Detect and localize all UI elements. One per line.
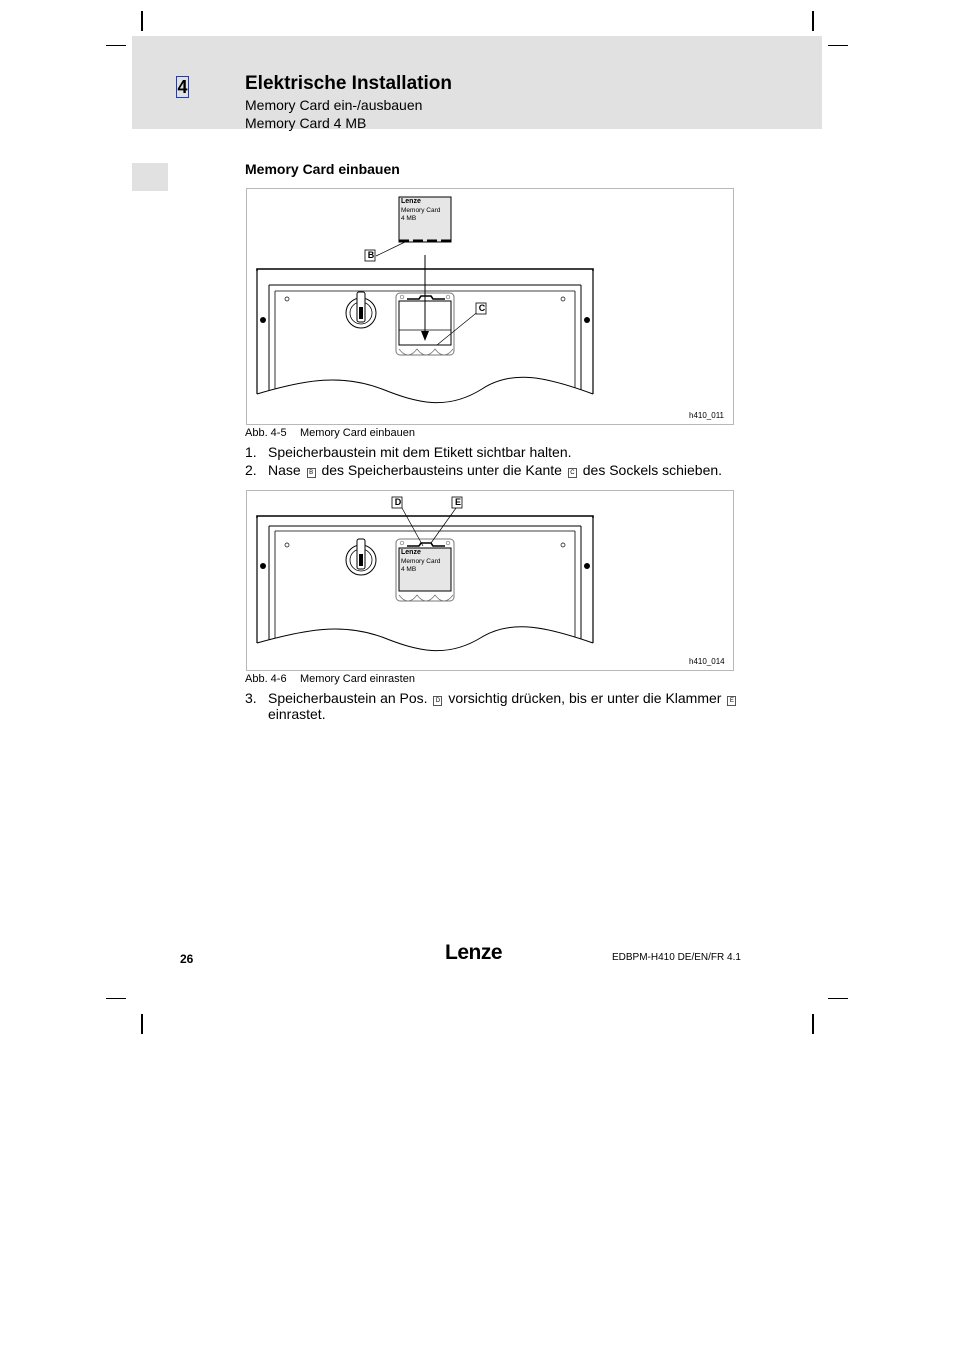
figure-memory-card-install <box>246 188 734 425</box>
header-band <box>132 36 822 129</box>
step-text: Speicherbaustein mit dem Etikett sichtbar halten. <box>268 444 572 460</box>
page-title: Elektrische Installation <box>245 73 452 94</box>
figure-code: h410_011 <box>689 411 724 420</box>
figure-1-drawing <box>247 189 733 424</box>
step-text-part: vorsichtig drücken, bis er unter die Klammer <box>444 690 726 706</box>
side-tab <box>132 163 168 191</box>
step-text-part: Speicherbaustein an Pos. <box>268 690 432 706</box>
figure-memory-card-snap <box>246 490 734 671</box>
crop-mark <box>106 45 126 46</box>
label-c: C <box>478 303 486 313</box>
caption-label: Abb. 4-5 <box>245 427 287 439</box>
crop-mark <box>141 11 143 31</box>
reference-box: B <box>307 468 316 478</box>
step-text-continued: einrastet. <box>268 706 326 722</box>
card-brand: Lenze <box>401 549 421 556</box>
subtitle-line-2: Memory Card 4 MB <box>245 115 367 131</box>
section-heading: Memory Card einbauen <box>245 161 400 177</box>
figure-caption <box>245 427 415 439</box>
document-id: EDBPM-H410 DE/EN/FR 4.1 <box>612 952 741 963</box>
step-text <box>268 462 722 479</box>
step-text <box>268 690 738 707</box>
figure-caption <box>245 673 415 685</box>
step-number: 2. <box>245 462 257 478</box>
reference-box: E <box>727 696 736 706</box>
subtitle-line-1: Memory Card ein-/ausbauen <box>245 97 423 113</box>
crop-mark <box>812 1014 814 1034</box>
figure-2-drawing <box>247 491 733 670</box>
step-number: 3. <box>245 690 257 706</box>
step-text-part: des Speicherbausteins unter die Kante <box>317 462 566 478</box>
card-text-line-2: 4 MB <box>401 215 417 222</box>
label-e: E <box>454 497 461 507</box>
caption-label: Abb. 4-6 <box>245 673 287 685</box>
card-text-line-1: Memory Card <box>401 207 441 214</box>
label-d: D <box>394 497 402 507</box>
label-b: B <box>367 250 375 260</box>
caption-text: Memory Card einbauen <box>300 427 415 439</box>
chapter-number: 4 <box>177 77 188 97</box>
card-text-line-1: Memory Card <box>401 558 441 565</box>
card-brand: Lenze <box>401 198 421 205</box>
figure-code: h410_014 <box>689 657 725 666</box>
crop-mark <box>106 998 126 999</box>
crop-mark <box>828 45 848 46</box>
page-number: 26 <box>180 952 194 966</box>
caption-text: Memory Card einrasten <box>300 673 415 685</box>
brand-logo: Lenze <box>445 941 503 964</box>
reference-box: C <box>568 468 577 478</box>
crop-mark <box>141 1014 143 1034</box>
step-number: 1. <box>245 444 257 460</box>
crop-mark <box>812 11 814 31</box>
crop-mark <box>828 998 848 999</box>
step-text-part: des Sockels schieben. <box>578 462 723 478</box>
step-text-part: Nase <box>268 462 305 478</box>
reference-box: D <box>433 696 442 706</box>
card-text-line-2: 4 MB <box>401 566 417 573</box>
